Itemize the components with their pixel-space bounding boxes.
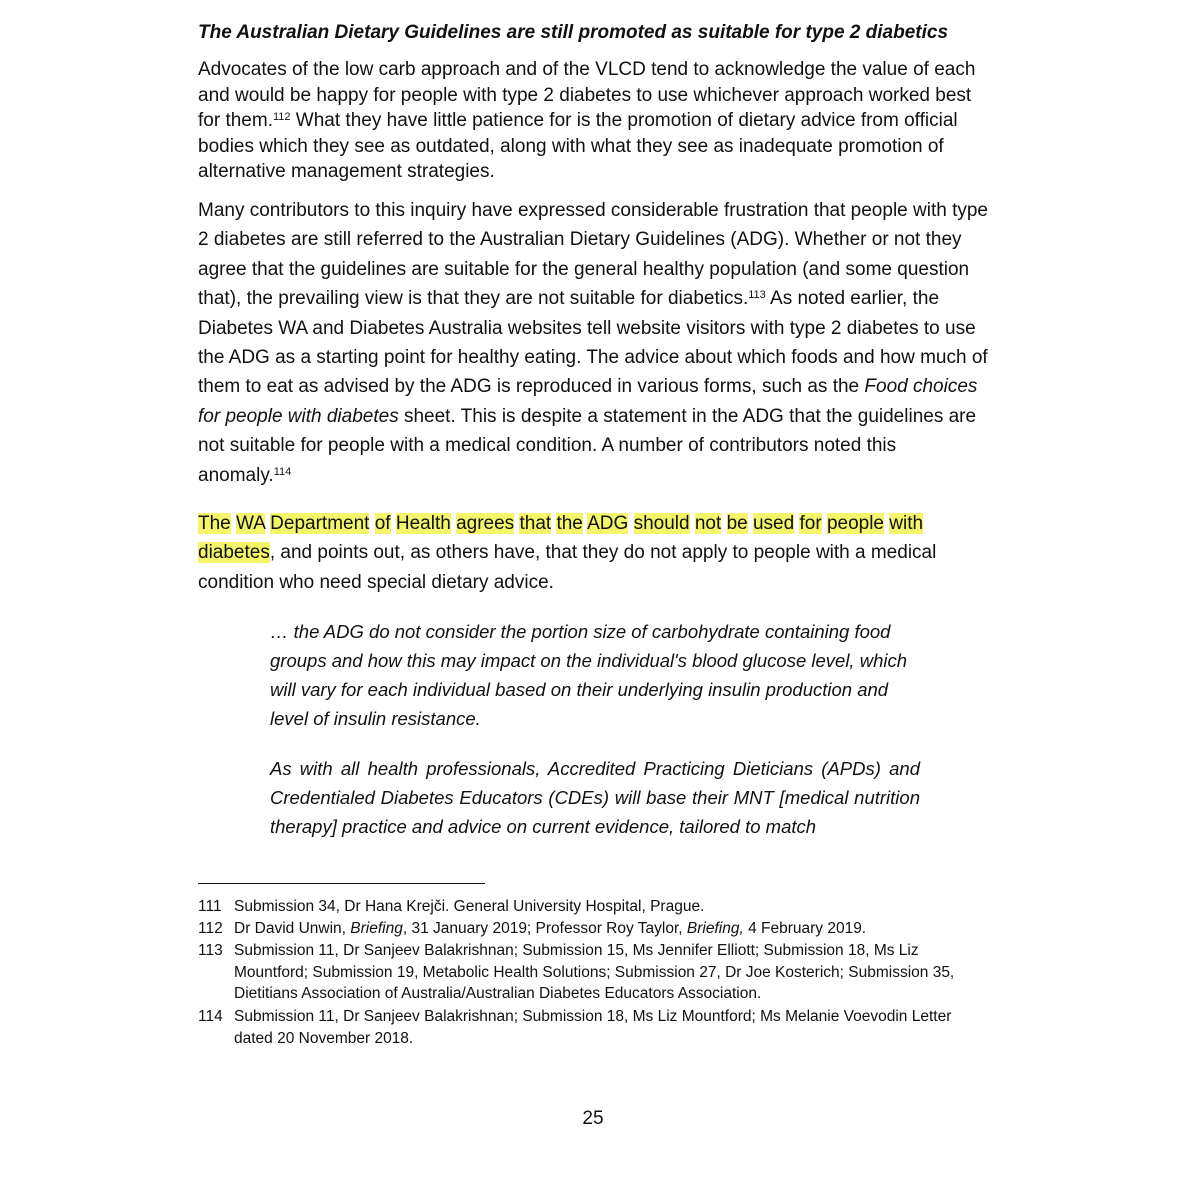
block-quote-2: As with all health professionals, Accredited Practicing Dieticians (APDs) and Credentialed Diabetes Educators (CDEs) will base their MNT [medical nutrition therapy] practice and advice on current evidence, tailored to match (270, 758, 920, 837)
footnote-111 (198, 896, 978, 918)
highlight-word: be (726, 513, 748, 534)
highlight-word: used (752, 513, 795, 534)
highlight-word: of (374, 513, 391, 534)
footnote-112-briefing-2: Briefing, (686, 920, 744, 937)
footnote-112 (198, 918, 978, 940)
highlight-word: that (519, 513, 552, 534)
highlight-word: not (694, 513, 722, 534)
footnote-divider (198, 883, 485, 884)
paragraph-2 (198, 196, 988, 490)
highlight-word: people (826, 513, 884, 534)
paragraph-3-rest: , and points out, as others have, that they do not apply to people with a medical condition who need special dietary advice. (198, 542, 937, 593)
footnote-112-part-c: 4 February 2019. (743, 920, 867, 937)
footnote-112-part-b: , 31 January 2019; Professor Roy Taylor, (402, 920, 687, 937)
highlight-word: should (633, 513, 690, 534)
highlight-word: The (198, 513, 231, 534)
footnote-ref-112[interactable]: 112 (272, 111, 291, 123)
paragraph-3 (198, 509, 988, 597)
footnote-ref-114[interactable]: 114 (273, 465, 292, 478)
paragraph-2-text-b: As noted earlier, the Diabetes WA and Diabetes Australia websites tell website visitors with type 2 diabetes to use the ADG as a starting point for healthy eating. The advice about which foods and how much of them to eat as advised by the ADG is reproduced in various forms, such as the (198, 288, 988, 398)
section-heading: The Australian Dietary Guidelines are still promoted as suitable for type 2 diabetics (198, 22, 949, 43)
footnote-text (234, 918, 978, 940)
footnote-113 (198, 940, 978, 1005)
footnote-ref-113[interactable]: 113 (748, 289, 766, 302)
footnote-114 (198, 1006, 978, 1049)
footnote-text: Submission 11, Dr Sanjeev Balakrishnan; Submission 18, Ms Liz Mountford; Ms Melanie Voevodin Letter dated 20 November 2018. (234, 1008, 952, 1047)
highlight-word: with (889, 513, 924, 534)
paragraph-2-text-a: Many contributors to this inquiry have expressed considerable frustration that people with type 2 diabetes are still referred to the Australian Dietary Guidelines (ADG). Whether or not they agree that the guidelines are suitable for the general healthy population (and some question that), the prevailing view is that they are not suitable for diabetics. (198, 200, 988, 310)
highlight-word: the (556, 513, 583, 534)
footnote-number: 114 (198, 1008, 223, 1025)
highlight-word: Health (395, 513, 451, 534)
highlight-word: diabetes (198, 542, 270, 564)
block-quote-1: … the ADG do not consider the portion size of carbohydrate containing food groups and how this may impact on the individual's blood glucose level, which will vary for each individual based on their underlying insulin production and level of insulin resistance. (270, 621, 908, 729)
footnote-text: Submission 11, Dr Sanjeev Balakrishnan; Submission 15, Ms Jennifer Elliott; Submission 18, Ms Liz Mountford; Submission 19, Metabolic Health Solutions; Submission 27, Dr Joe Kosterich; Submission 35, Dietitians Association of Australia/Australian Diabetes Educators Association. (234, 942, 955, 1002)
paragraph-1-text-b: What they have little patience for is the promotion of dietary advice from official bodies which they see as outdated, along with what they see as inadequate promotion of alternative management strategies. (198, 110, 958, 182)
highlight-word: Department (270, 513, 370, 534)
highlight-word: for (799, 513, 822, 534)
footnote-112-part-a: Dr David Unwin, (234, 920, 351, 937)
highlight-word: ADG (587, 513, 629, 534)
footnote-number: 111 (198, 898, 222, 915)
paragraph-2-text-c: sheet. This is despite a statement in the ADG that the guidelines are not suitable for people with a medical condition. A number of contributors noted this anomaly. (198, 405, 977, 486)
footnote-number: 112 (198, 920, 223, 937)
paragraph-1 (198, 57, 988, 185)
highlight-word: WA (236, 513, 265, 534)
page-number: 25 (582, 1108, 604, 1129)
highlight-word: agrees (456, 513, 515, 534)
paragraph-1-text-a: Advocates of the low carb approach and of the VLCD tend to acknowledge the value of each and would be happy for people with type 2 diabetes to use whichever approach worked best for them. (198, 59, 976, 131)
footnote-text: Submission 34, Dr Hana Krejči. General University Hospital, Prague. (234, 898, 705, 915)
food-choices-sheet-title: Food choices for people with diabetes (198, 376, 978, 427)
footnote-112-briefing-1: Briefing (350, 920, 403, 937)
footnote-number: 113 (198, 942, 223, 959)
